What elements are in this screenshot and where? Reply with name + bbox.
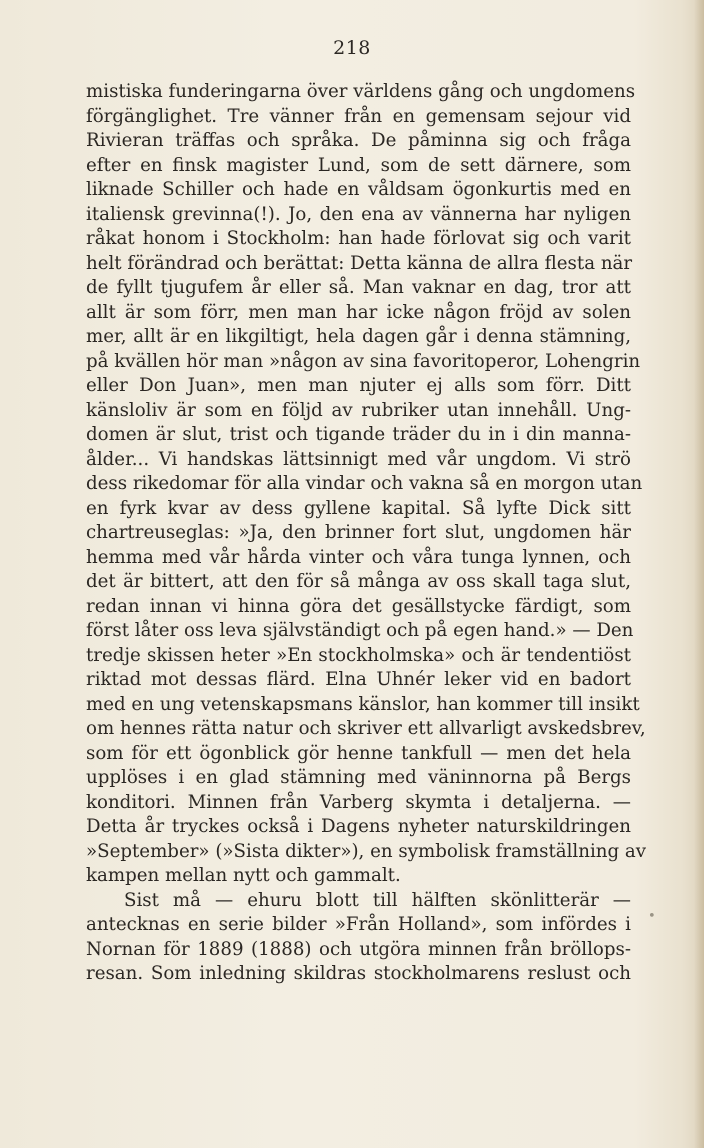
text-line: mistiska funderingarna över världens gång och ungdomens — [86, 81, 636, 102]
text-line: Detta år tryckes också i Dagens nyheter naturskildringen — [86, 816, 631, 837]
text-line: liknade Schiller och hade en våldsam ögonkurtis med en — [86, 179, 631, 200]
text-line: känsloliv är som en följd av rubriker utan innehåll. Ung- — [86, 399, 631, 421]
text-line: det är bittert, att den för så många av oss skall taga slut, — [86, 571, 631, 592]
text-line: med en ung vetenskapsmans känslor, han kommer till insikt — [86, 693, 640, 715]
text-line: efter en finsk magister Lund, som de sett därnere, som — [86, 154, 631, 176]
text-line: en fyrk kvar av dess gyllene kapital. Så lyfte Dick sitt — [86, 497, 631, 519]
text-line: hemma med vår hårda vinter och våra tunga lynnen, och — [86, 546, 631, 568]
text-line: chartreuseglas: »Ja, den brinner fort slut, ungdomen här — [86, 522, 631, 543]
text-line: konditori. Minnen från Varberg skymta i detaljerna. — — [86, 791, 631, 813]
text-line: redan innan vi hinna göra det gesällstycke färdigt, som — [86, 595, 631, 617]
text-line: om hennes rätta natur och skriver ett allvarligt avskedsbrev, — [86, 718, 646, 739]
text-line: Nornan för 1889 (1888) och utgöra minnen från bröllops- — [86, 938, 631, 960]
text-line: ålder... Vi handskas lättsinnigt med vår ungdom. Vi strö — [86, 448, 631, 470]
body-text — [86, 80, 647, 987]
text-line: tredje skissen heter »En stockholmska» och är tendentiöst — [86, 644, 631, 666]
text-line: eller Don Juan», men man njuter ej alls som förr. Ditt — [86, 375, 631, 396]
text-line: först låter oss leva självständigt och på egen hand.» — Den — [86, 620, 634, 641]
text-line: resan. Som inledning skildras stockholmarens reslust och — [86, 963, 631, 984]
text-line: helt förändrad och berättat: Detta känna de allra flesta när — [86, 252, 633, 274]
text-line: »September» (»Sista dikter»), en symbolisk framställning av — [86, 840, 647, 862]
text-line: förgänglighet. Tre vänner från en gemensam sejour vid — [86, 105, 631, 127]
text-line: dess rikedomar för alla vindar och vakna så en morgon utan — [86, 473, 643, 494]
margin-dot-mark: • — [648, 909, 656, 924]
text-line paragraph-start: Sist må — ehuru blott till hälften skönlitterär — — [124, 889, 631, 911]
text-line paragraph-end: kampen mellan nytt och gammalt. — [86, 865, 401, 886]
text-line: riktad mot dessas flärd. Elna Uhnér leker vid en badort — [86, 669, 631, 690]
text-line: Rivieran träffas och språka. De påminna sig och fråga — [86, 130, 631, 151]
text-line: som för ett ögonblick gör henne tankfull — men det hela — [86, 742, 631, 764]
text-line: domen är slut, trist och tigande träder du in i din manna- — [86, 424, 631, 445]
page-number: 218 — [333, 37, 371, 59]
text-line: råkat honom i Stockholm: han hade förlovat sig och varit — [86, 228, 631, 249]
text-line: allt är som förr, men man har icke någon fröjd av solen — [86, 301, 631, 323]
text-line: antecknas en serie bilder »Från Holland», som infördes i — [86, 914, 631, 935]
text-line: upplöses i en glad stämning med väninnorna på Bergs — [86, 767, 631, 788]
text-line: på kvällen hör man »någon av sina favoritoperor, Lohengrin — [86, 350, 641, 372]
text-line: mer, allt är en likgiltigt, hela dagen går i denna stämning, — [86, 326, 631, 347]
text-line: italiensk grevinna(!). Jo, den ena av vännerna har nyligen — [86, 203, 631, 225]
text-line: de fyllt tjugufem år eller så. Man vaknar en dag, tror att — [86, 277, 631, 298]
page-edge-shadow — [694, 0, 704, 1148]
